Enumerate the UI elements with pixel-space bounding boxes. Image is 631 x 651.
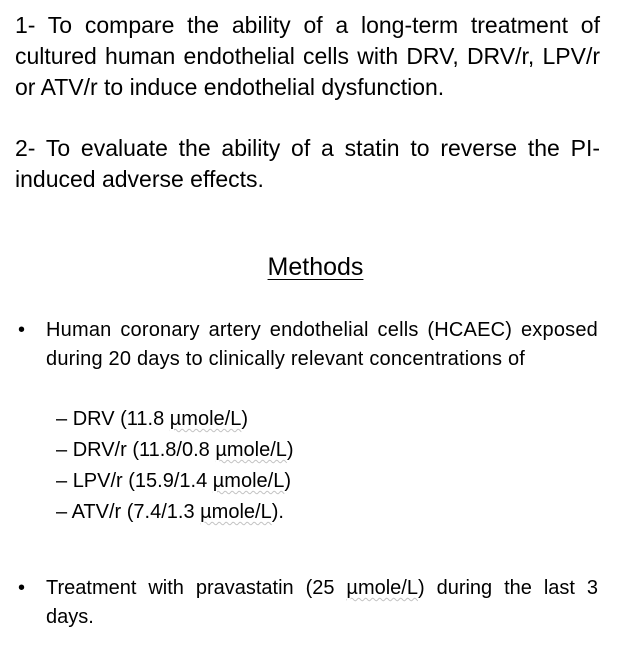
dash: –	[56, 501, 68, 523]
list-item	[56, 435, 294, 466]
list-item	[56, 466, 294, 497]
list-item	[56, 497, 294, 528]
objective-1: 1- To compare the ability of a long-term treatment of cultured human endothelial cells with DRV, DRV/r, LPV/r or ATV/r to induce endothelial dysfunction.	[15, 12, 600, 100]
bullet-dot: •	[18, 319, 26, 341]
dash: –	[56, 408, 68, 430]
concentration-list	[56, 404, 294, 528]
unit-text: µmole/L	[346, 577, 418, 599]
bullet-text: Human coronary artery endothelial cells (HCAEC) exposed during 20 days to clinically relevant concentrations of	[46, 319, 598, 370]
unit-text: µmole/L	[200, 501, 272, 523]
list-item	[56, 404, 294, 435]
objective-2: 2- To evaluate the ability of a statin to reverse the PI-induced adverse effects.	[15, 135, 600, 192]
item-text: LPV/r (15.9/1.4	[72, 470, 213, 492]
methods-heading: Methods	[267, 253, 364, 281]
item-suffix: ).	[271, 501, 284, 523]
treatment-suffix: ) during the last 3 days.	[46, 577, 598, 628]
dash: –	[56, 470, 68, 492]
item-text: DRV (11.8	[72, 408, 170, 430]
methods-bullet-cells	[18, 316, 598, 373]
methods-bullet-treatment	[18, 574, 598, 632]
bullet-text	[46, 574, 598, 632]
item-text: ATV/r (7.4/1.3	[71, 501, 201, 523]
unit-text: µmole/L	[212, 470, 285, 492]
unit-text: µmole/L	[169, 408, 242, 430]
item-suffix: )	[286, 439, 294, 461]
item-suffix: )	[284, 470, 291, 492]
bullet-dot: •	[18, 577, 26, 599]
dash: –	[56, 439, 68, 461]
item-text: DRV/r (11.8/0.8	[72, 439, 216, 461]
item-suffix: )	[241, 408, 249, 430]
unit-text: µmole/L	[215, 439, 287, 461]
methods-heading-container	[0, 250, 631, 284]
treatment-text: Treatment with pravastatin (25	[46, 577, 347, 599]
